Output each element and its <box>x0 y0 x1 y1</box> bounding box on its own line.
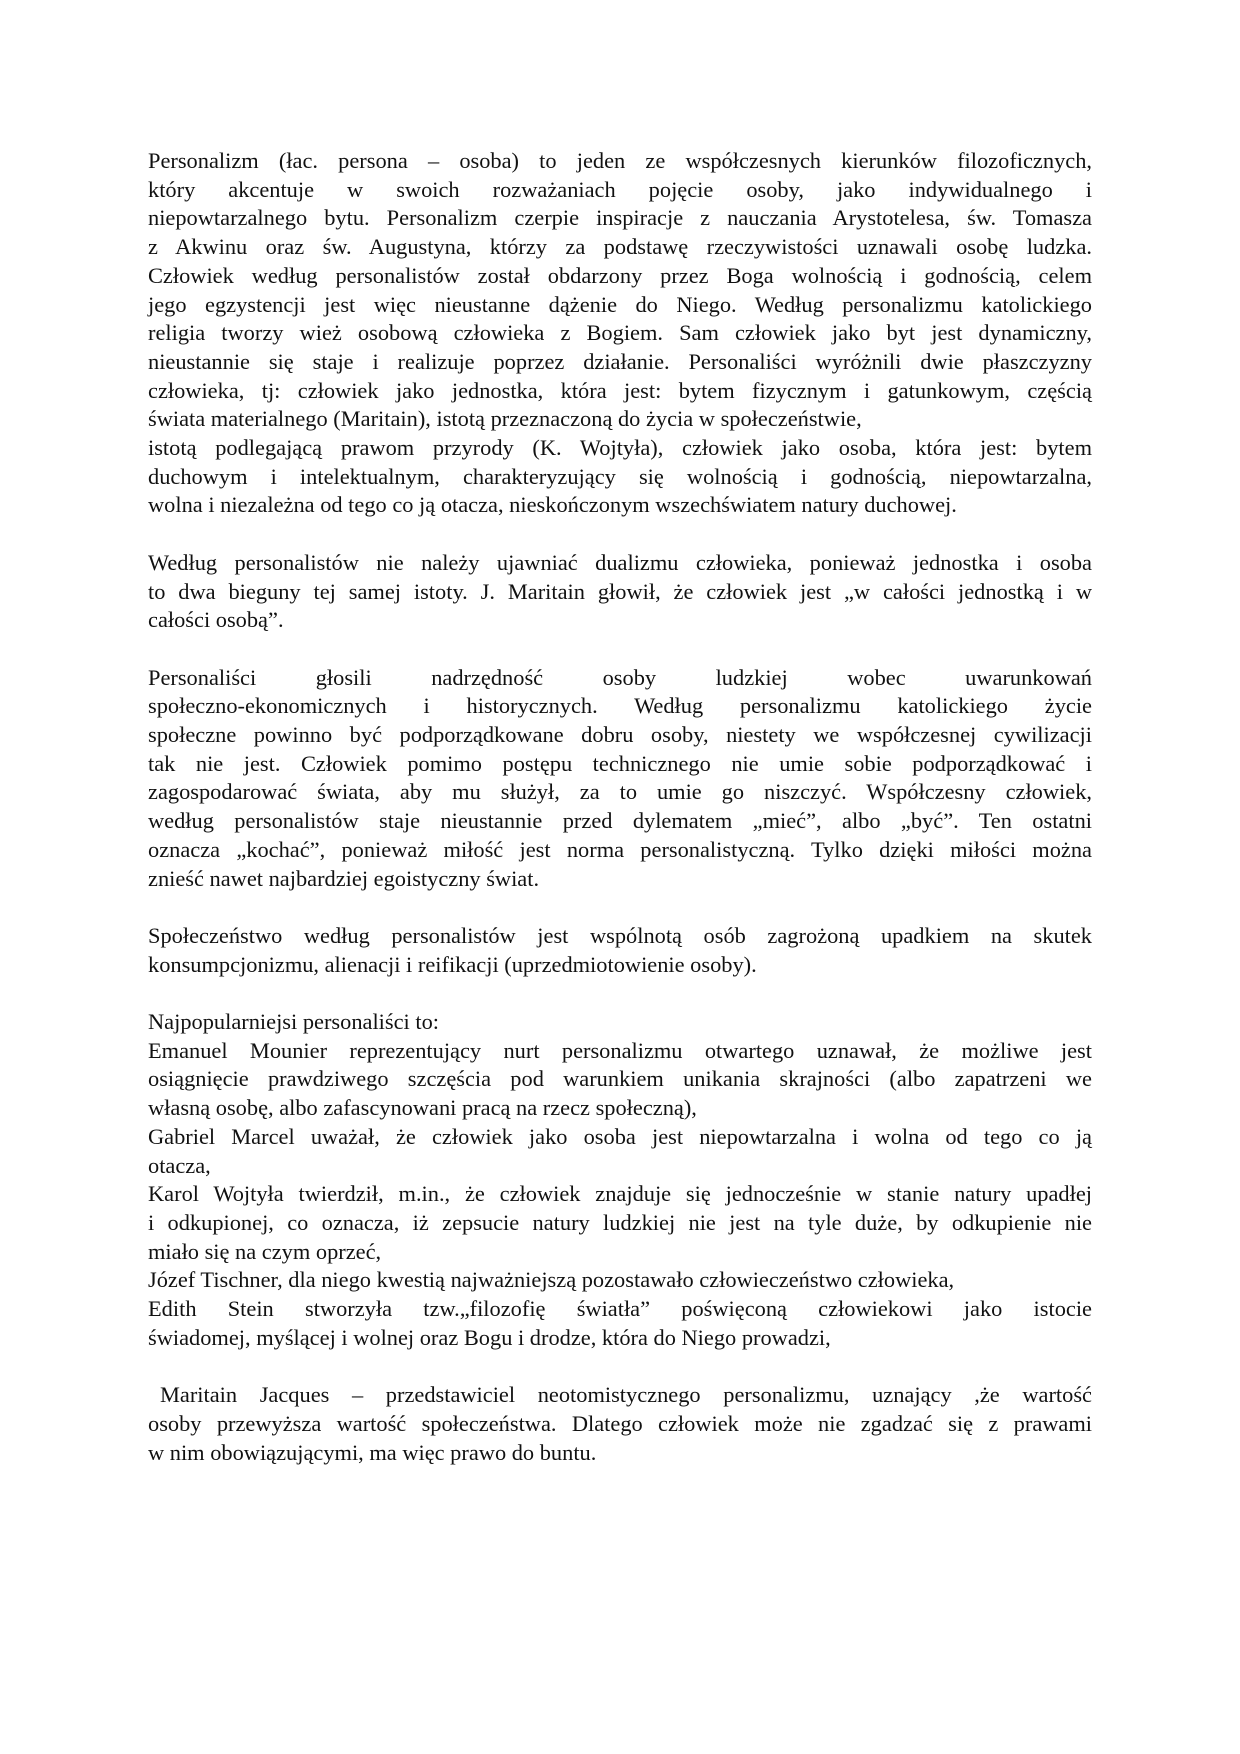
text-line: Emanuel Mounier reprezentujący nurt personalizmu otwartego uznawał, że możliwe jest <box>148 1037 1092 1063</box>
text-line: nieustannie się staje i realizuje poprzez działanie. Personaliści wyróżnili dwie płaszczyzny <box>148 348 1092 374</box>
text-line: Według personalistów nie należy ujawniać dualizmu człowieka, ponieważ jednostka i osoba <box>148 549 1092 575</box>
text-line: człowieka, tj: człowiek jako jednostka, która jest: bytem fizycznym i gatunkowym, częścią <box>148 377 1092 403</box>
text-line: otacza, <box>148 1152 211 1178</box>
text-line: świadomej, myślącej i wolnej oraz Bogu i drodze, która do Niego prowadzi, <box>148 1324 831 1350</box>
text-line: społeczno-ekonomicznych i historycznych. Według personalizmu katolickiego życie <box>148 693 1092 719</box>
text-line: świata materialnego (Maritain), istotą przeznaczoną do życia w społeczeństwie, <box>148 406 862 432</box>
text-line: Gabriel Marcel uważał, że człowiek jako osoba jest niepowtarzalna i wolna od tego co ją <box>148 1123 1092 1149</box>
text-line: z Akwinu oraz św. Augustyna, którzy za podstawę rzeczywistości uznawali osobę ludzka. <box>148 234 1092 260</box>
paragraph-society <box>148 922 1092 979</box>
text-line: istotą podlegającą prawom przyrody (K. Wojtyła), człowiek jako osoba, która jest: bytem <box>148 435 1092 461</box>
text-line: według personalistów staje nieustannie przed dylematem „mieć”, albo „być”. Ten ostatni <box>148 808 1092 834</box>
paragraph-personalists-list <box>148 1008 1092 1352</box>
text-line: to dwa bieguny tej samej istoty. J. Maritain głowił, że człowiek jest „w całości jednostką i w <box>148 578 1092 604</box>
text-line: w nim obowiązującymi, ma więc prawo do buntu. <box>148 1439 597 1465</box>
text-line: i odkupionej, co oznacza, iż zepsucie natury ludzkiej nie jest na tyle duże, by odkupienie nie <box>148 1209 1092 1235</box>
text-line: Edith Stein stworzyła tzw.„filozofię światła” poświęconą człowiekowi jako istocie <box>148 1296 1092 1322</box>
text-line: znieść nawet najbardziej egoistyczny świat. <box>148 865 540 891</box>
paragraph-dualism <box>148 549 1092 635</box>
text-line: który akcentuje w swoich rozważaniach pojęcie osoby, jako indywidualnego i <box>148 176 1092 202</box>
text-line: całości osobą”. <box>148 607 284 633</box>
text-line: religia tworzy wież osobową człowieka z Bogiem. Sam człowiek jako byt jest dynamiczny, <box>148 320 1092 346</box>
text-line: osiągnięcie prawdziwego szczęścia pod warunkiem unikania skrajności (albo zapatrzeni we <box>148 1066 1092 1092</box>
text-line: Maritain Jacques – przedstawiciel neotomistycznego personalizmu, uznający ,że wartość <box>160 1382 1092 1408</box>
text-line: społeczne powinno być podporządkowane dobru osoby, niestety we współczesnej cywilizacji <box>148 722 1092 748</box>
text-line: miało się na czym oprzeć, <box>148 1238 382 1264</box>
text-line: Człowiek według personalistów został obdarzony przez Boga wolnością i godnością, celem <box>148 262 1092 288</box>
text-line: zagospodarować świata, aby mu służył, za to umie go niszczyć. Współczesny człowiek, <box>148 779 1092 805</box>
text-line: oznacza „kochać”, ponieważ miłość jest norma personalistyczną. Tylko dzięki miłości można <box>148 836 1092 862</box>
text-line: Karol Wojtyła twierdził, m.in., że człowiek znajduje się jednocześnie w stanie natury upadłej <box>148 1181 1092 1207</box>
paragraph-maritain <box>148 1381 1092 1467</box>
text-line: niepowtarzalnego bytu. Personalizm czerpie inspiracje z nauczania Arystotelesa, św. Tomasza <box>148 205 1092 231</box>
text-line: duchowym i intelektualnym, charakteryzujący się wolnością i godnością, niepowtarzalna, <box>148 463 1092 489</box>
text-line: Personaliści głosili nadrzędność osoby ludzkiej wobec uwarunkowań <box>148 664 1092 690</box>
paragraph-primacy-of-person <box>148 664 1092 894</box>
text-line: własną osobę, albo zafascynowani pracą na rzecz społeczną), <box>148 1095 697 1121</box>
document-page <box>148 147 1092 1467</box>
text-line: osoby przewyższa wartość społeczeństwa. Dlatego człowiek może nie zgadzać się z prawami <box>148 1410 1092 1436</box>
text-line: tak nie jest. Człowiek pomimo postępu technicznego nie umie sobie podporządkować i <box>148 750 1092 776</box>
text-line: Józef Tischner, dla niego kwestią najważniejszą pozostawało człowieczeństwo człowieka, <box>148 1267 955 1293</box>
paragraph-definition <box>148 147 1092 520</box>
text-line: Społeczeństwo według personalistów jest wspólnotą osób zagrożoną upadkiem na skutek <box>148 922 1092 948</box>
text-line: Najpopularniejsi personaliści to: <box>148 1009 440 1035</box>
text-line: konsumpcjonizmu, alienacji i reifikacji (uprzedmiotowienie osoby). <box>148 951 757 977</box>
text-line: jego egzystencji jest więc nieustanne dążenie do Niego. Według personalizmu katolickiego <box>148 291 1092 317</box>
text-line: wolna i niezależna od tego co ją otacza, nieskończonym wszechświatem natury duchowej. <box>148 492 957 518</box>
text-line: Personalizm (łac. persona – osoba) to jeden ze współczesnych kierunków filozoficznych, <box>148 148 1092 173</box>
